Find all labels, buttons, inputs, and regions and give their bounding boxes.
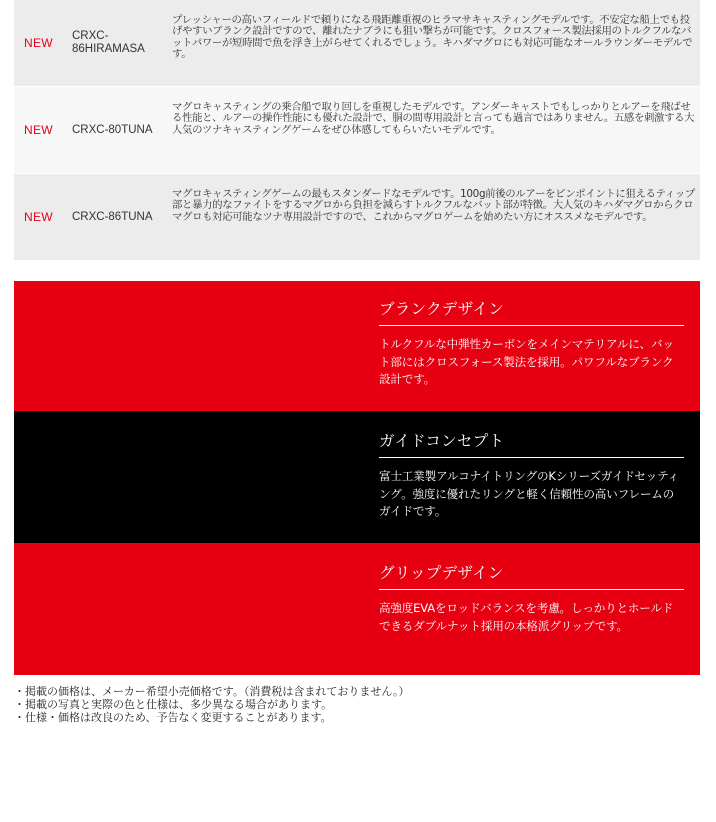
model-code: CRXC-86HIRAMASA bbox=[72, 30, 145, 55]
note-photo: ・掲載の写真と実際の色と仕様は、多少異なる場合があります。 bbox=[14, 698, 333, 711]
feature-text: 富士工業製アルコナイトリングのKシリーズガイドセッティング。強度に優れたリングと軽く信頼性の高いフレームのガイドです。 bbox=[379, 469, 679, 518]
feature-title: グリップデザイン bbox=[379, 561, 684, 590]
feature-blank-design bbox=[14, 281, 700, 411]
new-badge: NEW bbox=[24, 123, 53, 137]
note-price: ・掲載の価格は、メーカー希望小売価格です。（消費税は含まれておりません。） bbox=[14, 685, 410, 698]
feature-grip-design bbox=[14, 543, 700, 675]
feature-title: ガイドコンセプト bbox=[379, 429, 684, 458]
model-description: マグロキャスティングの乗合船で取り回しを重視したモデルです。アンダーキャストでもしっかりとルアーを飛ばせる性能と、ルアーの操作性能にも優れた設計で、胴の間専用設計と言っても過言ではありません。五感を刺激する大人気のツナキャスティングゲームをぜひ体感してもらいたいモデルです。 bbox=[172, 101, 695, 136]
product-table bbox=[14, 0, 700, 261]
notes bbox=[14, 685, 700, 724]
model-description: プレッシャーの高いフィールドで頼りになる飛距離重視のヒラマサキャスティングモデルです。不安定な船上でも投げやすいブランク設計ですので、離れたナブラにも狙い撃ちが可能です。クロスフォース製法採用のトルクフルなバットパワーが短時間で魚を浮き上がらせてくれるでしょう。キハダマグロにも対応可能なオールラウンダーモデルです。 bbox=[172, 14, 693, 61]
feature-title: ブランクデザイン bbox=[379, 297, 684, 326]
product-row-80tuna bbox=[14, 87, 700, 174]
note-spec: ・仕様・価格は改良のため、予告なく変更することがあります。 bbox=[14, 711, 332, 724]
new-badge: NEW bbox=[24, 36, 53, 50]
feature-text: トルクフルな中弾性カーボンをメインマテリアルに、バット部にはクロスフォース製法を採用。パワフルなブランク設計です。 bbox=[379, 337, 674, 386]
model-description: マグロキャスティングゲームの最もスタンダードなモデルです。100g前後のルアーをピンポイントに狙えるティップ部と暴力的なファイトをするマグロから負担を減らすトルクフルなバット部が特徴。大人気のキハダマグロからクロマグロも対応可能なツナ専用設計ですので、これからマグロゲームを始めたい方にオススメなモデルです。 bbox=[172, 188, 695, 223]
model-code: CRXC-80TUNA bbox=[72, 123, 153, 136]
feature-text: 高強度EVAをロッドバランスを考慮。しっかりとホールドできるダブルナット採用の本格派グリップです。 bbox=[379, 601, 674, 633]
new-badge: NEW bbox=[24, 210, 53, 224]
product-row-86tuna bbox=[14, 174, 700, 261]
model-code: CRXC-86TUNA bbox=[72, 210, 153, 223]
product-row-86hiramasa bbox=[14, 0, 700, 87]
feature-guide-concept bbox=[14, 411, 700, 543]
